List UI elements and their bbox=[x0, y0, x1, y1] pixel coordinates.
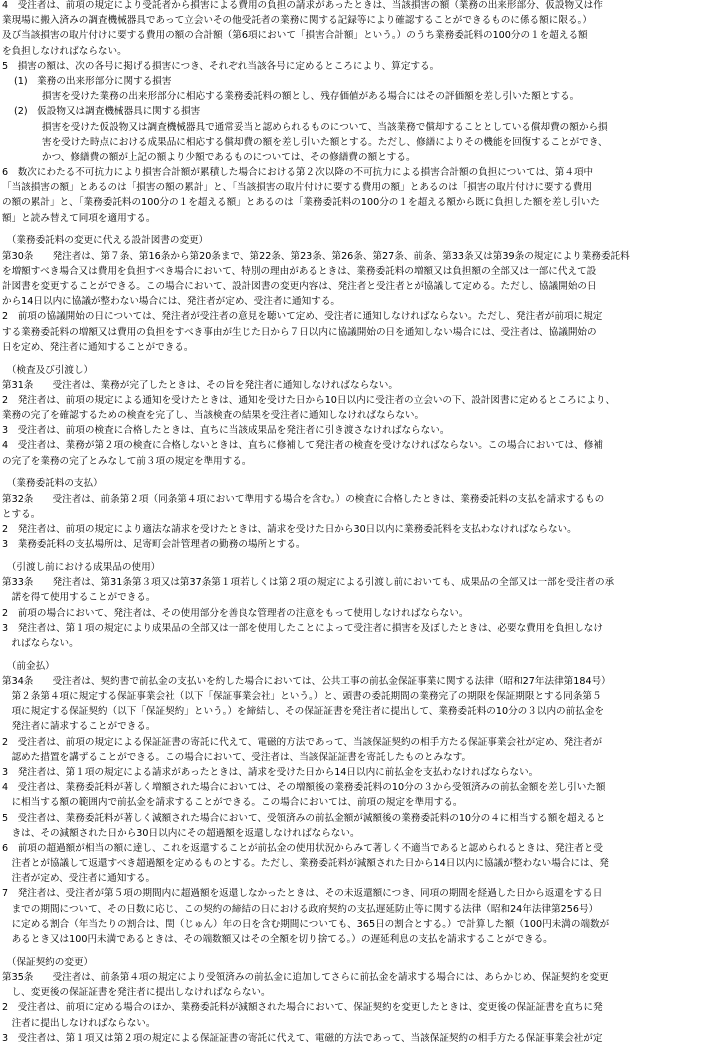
text-line: 注者に提出しなければならない。 bbox=[2, 1017, 156, 1029]
text-line: 額」と読み替えて同項を適用する。 bbox=[2, 212, 156, 224]
text-line: 損害を受けた業務の出来形部分に相応する業務委託料の額とし、残存価値がある場合にはその評価額を差し引いた額とする。 bbox=[42, 91, 580, 103]
text-line: （前金払） bbox=[2, 660, 55, 672]
text-line: 2 発注者は、前項の規定により適法な請求を受けたときは、請求を受けた日から30日以内に業務委託料を支払わなければならない。 bbox=[2, 523, 577, 535]
text-line: 業務の完了を確認するための検査を完了し、当該検査の結果を受注者に通知しなければならない。 bbox=[2, 410, 425, 422]
text-line: 第34条 受注者は、契約書で前払金の支払いを約した場合においては、公共工事の前払金保証事業に関する法律（昭和27年法律第184号） bbox=[2, 675, 611, 687]
text-line: 第33条 発注者は、第31条第３項又は第37条第１項若しくは第２項の規定による引渡し前においても、成果品の全部又は一部を受注者の承 bbox=[2, 577, 615, 589]
text-line: 「当該損害の額」とあるのは「損害の額の累計」と、「当該損害の取片付けに要する費用の額」とあるのは「損害の取片付けに要する費用 bbox=[2, 182, 593, 194]
paragraph-gap bbox=[2, 552, 706, 560]
text-line: 認めた措置を講ずることができる。この場合において、受注者は、当該保証証書を寄託したものとみなす。 bbox=[2, 751, 472, 763]
text-line: する業務委託料の増額又は費用の負担をすべき事由が生じた日から７日以内に協議開始の日を通知しない場合には、受注者は、協議開始の bbox=[2, 326, 597, 338]
text-line: の額の累計」と、「業務委託料の100分の１を超える額」とあるのは「業務委託料の100分の１を超える額から既に負担した額を差し引いた bbox=[2, 197, 600, 209]
text-line: あるとき又は100円未満であるときは、その端数額又はその全額を切り捨てる。）の遅延利息の支払を請求することができる。 bbox=[2, 934, 553, 946]
text-line: 4 受注者は、前項の規定により受託者から損害による費用の負担の請求があったときは、当該損害の額（業務の出来形部分、仮設物又は作 bbox=[2, 0, 603, 11]
text-line: 5 損害の額は、次の各号に掲げる損害につき、それぞれ当該各号に定めるところにより、算定する。 bbox=[2, 60, 440, 72]
text-line: を負担しなければならない。 bbox=[2, 45, 127, 57]
text-line: 第32条 受注者は、前条第２項（同条第４項において準用する場合を含む。）の検査に合格したときは、業務委託料の支払を請求するもの bbox=[2, 493, 605, 505]
text-line: （検査及び引渡し） bbox=[2, 364, 94, 376]
text-line: 計図書を変更することができる。この場合において、設計図書の変更内容は、発注者と受注者とが協議して定める。ただし、協議開始の日 bbox=[2, 280, 597, 292]
text-line: 7 発注者は、受注者が第５項の期間内に超過額を返還しなかったときは、その未返還額につき、同項の期間を経過した日から返還をする日 bbox=[2, 888, 603, 900]
paragraph-gap bbox=[2, 355, 706, 363]
paragraph-gap bbox=[2, 469, 706, 477]
text-line: 第31条 受注者は、業務が完了したときは、その旨を発注者に通知しなければならない。 bbox=[2, 379, 398, 391]
text-line: 日を定め、発注者に通知することができる。 bbox=[2, 341, 194, 353]
text-line: きは、その減額された日から30日以内にその超過額を返還しなければならない。 bbox=[2, 827, 360, 839]
text-line: (2) 仮設物又は調査機械器具に関する損害 bbox=[14, 106, 201, 118]
text-line: かつ、修繕費の額が上記の額より少額であるものについては、その修繕費の額とする。 bbox=[42, 151, 416, 163]
text-line: 損害を受けた仮設物又は調査機械器具で通常妥当と認められるものについて、当該業務で償却することとしている償却費の額から損 bbox=[42, 121, 608, 133]
text-line: 5 受注者は、業務委託料が著しく減額された場合において、受領済みの前払金額が減額後の業務委託料の10分の４に相当する額を超えると bbox=[2, 812, 606, 824]
text-line: 諾を得て使用することができる。 bbox=[2, 592, 156, 604]
text-line: から14日以内に協議が整わない場合には、発注者が定め、受注者に通知する。 bbox=[2, 296, 341, 308]
paragraph-gap bbox=[2, 651, 706, 659]
text-line: の完了を業務の完了とみなして前３項の規定を準用する。 bbox=[2, 455, 252, 467]
paragraph-gap bbox=[2, 226, 706, 234]
text-line: （業務委託料の変更に代える設計図書の変更） bbox=[2, 235, 209, 247]
text-line: （業務委託料の支払） bbox=[2, 478, 103, 490]
text-line: 3 発注者は、第１項の規定により成果品の全部又は一部を使用したことによって受注者に損害を及ぼしたときは、必要な費用を負担しなけ bbox=[2, 622, 603, 634]
text-line: 3 業務委託料の支払場所は、足寄町会計管理者の勤務の場所とする。 bbox=[2, 539, 306, 551]
paragraph-gap bbox=[2, 947, 706, 955]
text-line: （引渡し前における成果品の使用） bbox=[2, 561, 161, 573]
text-line: 3 受注者は、前項の検査に合格したときは、直ちに当該成果品を発注者に引き渡さなければならない。 bbox=[2, 425, 450, 437]
text-line: までの期間について、その日数に応じ、この契約の締結の日における政府契約の支払遅延防止等に関する法律（昭和24年法律第256号） bbox=[2, 903, 599, 915]
text-line: 6 前項の超過額が相当の額に達し、これを返還することが前払金の使用状況からみて著しく不適当であると認められるときは、発注者と受 bbox=[2, 842, 603, 854]
text-line: 業現場に搬入済みの調査機械器具であって立会いその他受託者の業務に関する記録等により確認することができるものに係る額に限る。） bbox=[2, 15, 592, 27]
text-line: 害を受けた時点における成果品に相応する償却費の額を差し引いた額とする。ただし、修繕によりその機能を回復することができ、 bbox=[42, 136, 608, 148]
text-line: （保証契約の変更） bbox=[2, 956, 94, 968]
text-line: 2 前項の協議開始の日については、発注者が受注者の意見を聴いて定め、受注者に通知しなければならない。ただし、発注者が前項に規定 bbox=[2, 311, 603, 323]
text-line: 2 受注者は、前項の規定による保証証書の寄託に代えて、電磁的方法であって、当該保証契約の相手方たる保証事業会社が定め、発注者が bbox=[2, 736, 603, 748]
text-line: 2 受注者は、前項に定める場合のほか、業務委託料が減額された場合において、保証契約を変更したときは、変更後の保証証書を直ちに発 bbox=[2, 1002, 603, 1014]
text-line: 2 前項の場合において、発注者は、その使用部分を善良な管理者の注意をもって使用しなければならない。 bbox=[2, 607, 469, 619]
text-line: とする。 bbox=[2, 508, 41, 520]
text-line: 注者とが協議して返還すべき超過額を定めるものとする。ただし、業務委託料が減額された日から14日以内に協議が整わない場合には、発 bbox=[2, 858, 609, 870]
text-line: ればならない。 bbox=[2, 637, 79, 649]
text-line: 第35条 受注者は、前条第４項の規定により受領済みの前払金に追加してさらに前払金を請求する場合には、あらかじめ、保証契約を変更 bbox=[2, 972, 609, 983]
text-line: 第30条 発注者は、第７条、第16条から第20条まで、第22条、第23条、第26条、第27条、前条、第33条又は第39条の規定により業務委託料 bbox=[2, 250, 630, 262]
text-line: 3 受注者は、第１項又は第２項の規定による保証証書の寄託に代えて、電磁的方法であって、当該保証契約の相手方たる保証事業会社が定 bbox=[2, 1032, 603, 1044]
text-line: 4 受注者は、業務委託料が著しく増額された場合においては、その増額後の業務委託料の10分の３から受領済みの前払金額を差し引いた額 bbox=[2, 782, 606, 794]
text-line: 項に規定する保証契約（以下「保証契約」という。）を締結し、その保証証書を発注者に提出して、業務委託料の10分の３以内の前払金を bbox=[2, 706, 605, 718]
text-line: 及び当該損害の取片付けに要する費用の額の合計額（第6項において「損害合計額」という。）のうち業務委託料の100分の１を超える額 bbox=[2, 30, 588, 42]
text-line: 発注者に請求することができる。 bbox=[2, 721, 156, 733]
contract-document bbox=[2, 0, 706, 1046]
text-line: (1) 業務の出来形部分に関する損害 bbox=[14, 75, 172, 87]
text-line: 2 発注者は、前項の規定による通知を受けたときは、通知を受けた日から10日以内に受注者の立会いの下、設計図書に定めるところにより、 bbox=[2, 394, 616, 406]
text-line: 第２条第４項に規定する保証事業会社（以下「保証事業会社」という。）と、頭書の委託期間の業務完了の期限を保証期限とする同条第５ bbox=[2, 691, 602, 703]
text-line: を増額すべき場合又は費用を負担すべき場合において、特別の理由があるときは、業務委託料の増額又は負担額の全部又は一部に代えて設 bbox=[2, 265, 597, 277]
text-line: に定める割合（年当たりの割合は、閏（じゅん）年の日を含む期間についても、365日の割合とする。）で計算した額（100円未満の端数が bbox=[2, 918, 610, 930]
text-line: 3 発注者は、第１項の規定による請求があったときは、請求を受けた日から14日以内に前払金を支払わなければならない。 bbox=[2, 766, 539, 778]
text-line: に相当する額の範囲内で前払金を請求することができる。この場合においては、前項の規定を準用する。 bbox=[2, 797, 463, 809]
text-line: 4 受注者は、業務が第２項の検査に合格しないときは、直ちに修補して発注者の検査を受けなければならない。この場合においては、修補 bbox=[2, 440, 603, 452]
text-line: 6 数次にわたる不可抗力により損害合計額が累積した場合における第２次以降の不可抗力による損害合計額の負担については、第４項中 bbox=[2, 167, 594, 179]
text-line: 注者が定め、受注者に通知する。 bbox=[2, 873, 156, 885]
text-line: し、変更後の保証証書を発注者に提出しなければならない。 bbox=[2, 987, 271, 999]
